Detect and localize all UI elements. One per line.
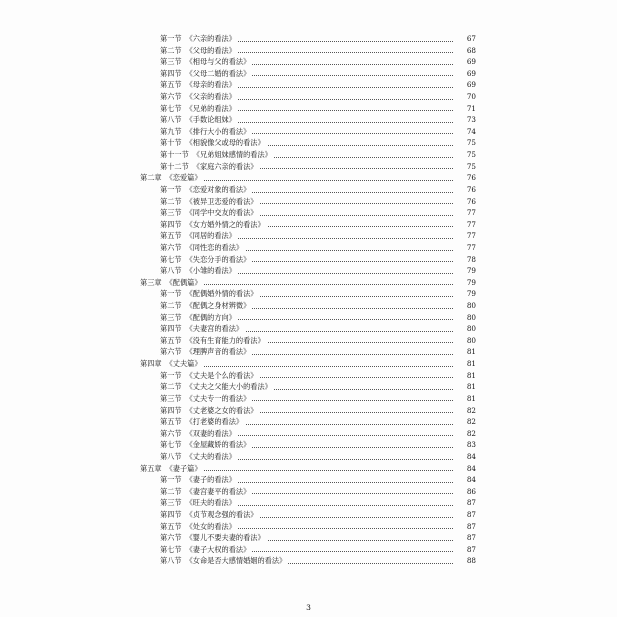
toc-entry-label xyxy=(160,265,238,277)
toc-entry-page: 69 xyxy=(454,79,476,91)
toc-entry-page: 79 xyxy=(454,288,476,300)
toc-entry-label xyxy=(160,474,238,486)
toc-entry-number: 第一节 xyxy=(160,370,182,380)
toc-section-row[interactable] xyxy=(0,335,617,347)
toc-entry-title: 《妻子大权的看法》 xyxy=(185,544,251,554)
toc-entry-label xyxy=(160,497,238,509)
toc-entry-page: 75 xyxy=(454,149,476,161)
toc-section-row[interactable] xyxy=(0,439,617,451)
toc-entry-label xyxy=(160,45,238,57)
toc-entry-title: 《丈夫专一的看法》 xyxy=(185,393,251,403)
toc-entry-label xyxy=(160,381,274,393)
toc-section-row[interactable] xyxy=(0,91,617,103)
toc-entry-number: 第四节 xyxy=(160,68,182,78)
toc-entry-label xyxy=(160,451,238,463)
toc-section-row[interactable] xyxy=(0,474,617,486)
toc-entry-label xyxy=(160,486,252,498)
toc-entry-label xyxy=(160,33,238,45)
toc-entry-label xyxy=(160,555,288,567)
toc-entry-number: 第八节 xyxy=(160,266,182,276)
toc-entry-number: 第五节 xyxy=(160,335,182,345)
toc-entry-title: 《父亲的看法》 xyxy=(185,92,236,102)
toc-section-row[interactable] xyxy=(0,509,617,521)
toc-section-row[interactable] xyxy=(0,207,617,219)
toc-entry-title: 《配偶篇》 xyxy=(165,277,202,287)
toc-entry-number: 第一节 xyxy=(160,289,182,299)
toc-entry-label xyxy=(160,196,259,208)
toc-entry-title: 《金屋藏娇的看法》 xyxy=(185,440,251,450)
toc-entry-title: 《处女的看法》 xyxy=(185,521,236,531)
toc-entry-number: 第六节 xyxy=(160,533,182,543)
toc-section-row[interactable] xyxy=(0,370,617,382)
toc-entry-title: 《夫妻宫的看法》 xyxy=(185,324,244,334)
toc-section-row[interactable] xyxy=(0,451,617,463)
toc-entry-title: 《妻宫妻平的看法》 xyxy=(185,486,251,496)
toc-entry-number: 第六节 xyxy=(160,92,182,102)
toc-entry-title: 《父母的看法》 xyxy=(185,45,236,55)
toc-entry-page: 81 xyxy=(454,381,476,393)
toc-entry-page: 81 xyxy=(454,393,476,405)
toc-entry-label xyxy=(160,219,267,231)
toc-section-row[interactable] xyxy=(0,393,617,405)
toc-section-row[interactable] xyxy=(0,137,617,149)
toc-entry-label xyxy=(160,56,252,68)
toc-entry-title: 《手数论组妹》 xyxy=(185,115,236,125)
table-of-contents xyxy=(0,33,617,567)
toc-entry-page: 80 xyxy=(454,323,476,335)
page-number: 3 xyxy=(306,603,311,612)
toc-section-row[interactable] xyxy=(0,114,617,126)
toc-section-row[interactable] xyxy=(0,161,617,173)
toc-section-row[interactable] xyxy=(0,312,617,324)
toc-section-row[interactable] xyxy=(0,79,617,91)
toc-entry-number: 第一节 xyxy=(160,34,182,43)
toc-entry-number: 第二节 xyxy=(160,196,182,206)
toc-entry-number: 第七节 xyxy=(160,254,182,264)
toc-entry-title: 《同居的看法》 xyxy=(185,231,236,241)
toc-entry-label xyxy=(160,149,274,161)
toc-entry-title: 《配偶之身材辨微》 xyxy=(185,301,251,311)
toc-entry-number: 第二节 xyxy=(160,382,182,392)
toc-entry-title: 《母亲的看法》 xyxy=(185,80,236,90)
toc-entry-number: 第六节 xyxy=(160,347,182,357)
toc-entry-title: 《同学中交友的看法》 xyxy=(185,208,258,218)
toc-section-row[interactable] xyxy=(0,323,617,335)
toc-entry-title: 《打老婆的看法》 xyxy=(185,417,244,427)
toc-entry-label xyxy=(160,68,252,80)
toc-entry-number: 第十节 xyxy=(160,138,182,148)
toc-section-row[interactable] xyxy=(0,381,617,393)
toc-entry-page: 76 xyxy=(454,196,476,208)
toc-entry-number: 第六节 xyxy=(160,428,182,438)
toc-entry-label xyxy=(160,393,252,405)
toc-entry-page: 69 xyxy=(454,56,476,68)
toc-entry-label xyxy=(160,532,267,544)
toc-entry-page: 77 xyxy=(454,207,476,219)
toc-section-row[interactable] xyxy=(0,346,617,358)
toc-entry-number: 第十二节 xyxy=(160,161,189,171)
toc-section-row[interactable] xyxy=(0,265,617,277)
toc-entry-label xyxy=(160,79,238,91)
toc-section-row[interactable] xyxy=(0,532,617,544)
toc-entry-title: 《兄弟姐妹感情的看法》 xyxy=(192,150,272,160)
toc-section-row[interactable] xyxy=(0,126,617,138)
toc-entry-page: 82 xyxy=(454,405,476,417)
toc-entry-page: 70 xyxy=(454,91,476,103)
toc-chapter-row[interactable] xyxy=(0,358,617,370)
toc-entry-title: 《家庭六亲的看法》 xyxy=(192,161,258,171)
toc-entry-title: 《妻子的看法》 xyxy=(185,475,236,485)
toc-chapter-row[interactable] xyxy=(0,277,617,289)
toc-entry-label xyxy=(140,358,204,370)
toc-section-row[interactable] xyxy=(0,254,617,266)
toc-chapter-row[interactable] xyxy=(0,463,617,475)
toc-entry-page: 87 xyxy=(454,497,476,509)
toc-entry-number: 第七节 xyxy=(160,440,182,450)
toc-entry-title: 《女方婚外情之的看法》 xyxy=(185,219,265,229)
toc-entry-title: 《恋爱篇》 xyxy=(165,173,202,183)
toc-entry-page: 74 xyxy=(454,126,476,138)
toc-section-row[interactable] xyxy=(0,230,617,242)
toc-entry-label xyxy=(160,230,238,242)
toc-entry-page: 87 xyxy=(454,532,476,544)
toc-entry-number: 第二章 xyxy=(140,173,162,183)
toc-section-row[interactable] xyxy=(0,405,617,417)
toc-section-row[interactable] xyxy=(0,56,617,68)
toc-entry-number: 第五节 xyxy=(160,521,182,531)
toc-entry-page: 77 xyxy=(454,219,476,231)
toc-entry-title: 《六亲的看法》 xyxy=(185,34,236,43)
toc-entry-label xyxy=(160,126,252,138)
toc-section-row[interactable] xyxy=(0,555,617,567)
toc-section-row[interactable] xyxy=(0,288,617,300)
toc-entry-number: 第五节 xyxy=(160,80,182,90)
toc-section-row[interactable] xyxy=(0,33,617,45)
toc-entry-title: 《被异卫恋爱的看法》 xyxy=(185,196,258,206)
toc-entry-number: 第二节 xyxy=(160,301,182,311)
toc-section-row[interactable] xyxy=(0,242,617,254)
toc-entry-number: 第八节 xyxy=(160,556,182,566)
toc-entry-page: 75 xyxy=(454,161,476,173)
toc-entry-page: 84 xyxy=(454,451,476,463)
toc-entry-page: 87 xyxy=(454,544,476,556)
toc-entry-page: 79 xyxy=(454,265,476,277)
toc-section-row[interactable] xyxy=(0,521,617,533)
toc-entry-label xyxy=(160,323,245,335)
toc-entry-number: 第三节 xyxy=(160,393,182,403)
toc-entry-title: 《兄弟的看法》 xyxy=(185,103,236,113)
toc-section-row[interactable] xyxy=(0,196,617,208)
toc-entry-label xyxy=(160,509,259,521)
toc-chapter-row[interactable] xyxy=(0,172,617,184)
toc-entry-title: 《女命是否大感情婚姻的看法》 xyxy=(185,556,287,566)
toc-entry-title: 《相貌像父或母的看法》 xyxy=(185,138,265,148)
toc-entry-label xyxy=(160,346,252,358)
toc-entry-number: 第八节 xyxy=(160,451,182,461)
toc-entry-label xyxy=(160,242,245,254)
toc-entry-page: 76 xyxy=(454,184,476,196)
toc-entry-page: 80 xyxy=(454,300,476,312)
toc-entry-page: 67 xyxy=(454,33,476,45)
toc-entry-title: 《丈夫的看法》 xyxy=(185,451,236,461)
toc-entry-number: 第五章 xyxy=(140,463,162,473)
toc-entry-page: 87 xyxy=(454,521,476,533)
toc-entry-page: 80 xyxy=(454,312,476,324)
toc-entry-number: 第六节 xyxy=(160,242,182,252)
toc-entry-page: 81 xyxy=(454,358,476,370)
toc-entry-title: 《理脾声音的看法》 xyxy=(185,347,251,357)
toc-section-row[interactable] xyxy=(0,497,617,509)
toc-entry-number: 第三节 xyxy=(160,498,182,508)
toc-entry-title: 《小雏的看法》 xyxy=(185,266,236,276)
toc-entry-title: 《同性恋的看法》 xyxy=(185,242,244,252)
toc-entry-page: 77 xyxy=(454,230,476,242)
toc-section-row[interactable] xyxy=(0,45,617,57)
toc-section-row[interactable] xyxy=(0,428,617,440)
toc-entry-page: 86 xyxy=(454,486,476,498)
toc-entry-title: 《丈老婆之女的看法》 xyxy=(185,405,258,415)
toc-section-row[interactable] xyxy=(0,184,617,196)
toc-entry-title: 《父母二婚的看法》 xyxy=(185,68,251,78)
toc-entry-number: 第三章 xyxy=(140,277,162,287)
toc-entry-page: 81 xyxy=(454,346,476,358)
toc-entry-page: 75 xyxy=(454,137,476,149)
toc-entry-number: 第二节 xyxy=(160,486,182,496)
toc-entry-page: 80 xyxy=(454,335,476,347)
toc-entry-number: 第五节 xyxy=(160,417,182,427)
toc-entry-title: 《恋爱对象的看法》 xyxy=(185,184,251,194)
toc-entry-number: 第十一节 xyxy=(160,150,189,160)
toc-entry-title: 《贞节观念强的看法》 xyxy=(185,509,258,519)
toc-entry-page: 82 xyxy=(454,416,476,428)
toc-entry-page: 84 xyxy=(454,463,476,475)
toc-entry-page: 76 xyxy=(454,172,476,184)
toc-entry-label xyxy=(140,463,204,475)
toc-entry-number: 第五节 xyxy=(160,231,182,241)
toc-entry-label xyxy=(160,254,252,266)
toc-entry-number: 第八节 xyxy=(160,115,182,125)
toc-entry-page: 77 xyxy=(454,242,476,254)
toc-entry-title: 《妻子篇》 xyxy=(165,463,202,473)
toc-entry-number: 第一节 xyxy=(160,184,182,194)
toc-entry-page: 78 xyxy=(454,254,476,266)
toc-entry-label xyxy=(160,416,245,428)
toc-entry-label xyxy=(160,405,259,417)
toc-entry-label xyxy=(160,521,238,533)
toc-entry-number: 第二节 xyxy=(160,45,182,55)
toc-entry-number: 第四章 xyxy=(140,359,162,369)
toc-entry-number: 第四节 xyxy=(160,509,182,519)
toc-entry-title: 《配偶婚外情的看法》 xyxy=(185,289,258,299)
toc-entry-label xyxy=(160,91,238,103)
toc-entry-page: 73 xyxy=(454,114,476,126)
toc-entry-number: 第四节 xyxy=(160,324,182,334)
toc-entry-number: 第三节 xyxy=(160,57,182,67)
toc-entry-number: 第九节 xyxy=(160,126,182,136)
toc-entry-label xyxy=(160,428,238,440)
toc-entry-page: 69 xyxy=(454,68,476,80)
toc-entry-label xyxy=(140,277,204,289)
toc-section-row[interactable] xyxy=(0,219,617,231)
toc-section-row[interactable] xyxy=(0,544,617,556)
toc-entry-number: 第三节 xyxy=(160,312,182,322)
toc-entry-page: 84 xyxy=(454,474,476,486)
toc-entry-title: 《丈夫之父能大小的看法》 xyxy=(185,382,272,392)
toc-entry-number: 第七节 xyxy=(160,544,182,554)
toc-section-row[interactable] xyxy=(0,300,617,312)
toc-entry-label xyxy=(160,288,259,300)
toc-entry-label xyxy=(160,184,252,196)
toc-entry-page: 83 xyxy=(454,439,476,451)
toc-entry-label xyxy=(160,161,259,173)
toc-entry-label xyxy=(160,137,267,149)
toc-entry-label xyxy=(160,335,267,347)
toc-entry-title: 《丈夫篇》 xyxy=(165,359,202,369)
toc-entry-title: 《失恋分手的看法》 xyxy=(185,254,251,264)
toc-entry-label xyxy=(160,544,252,556)
toc-entry-title: 《婴儿不要夫妻的看法》 xyxy=(185,533,265,543)
toc-section-row[interactable] xyxy=(0,68,617,80)
toc-section-row[interactable] xyxy=(0,149,617,161)
toc-entry-page: 88 xyxy=(454,555,476,567)
toc-entry-page: 68 xyxy=(454,45,476,57)
toc-entry-label xyxy=(140,172,204,184)
toc-entry-title: 《丈夫是个么的看法》 xyxy=(185,370,258,380)
toc-entry-page: 87 xyxy=(454,509,476,521)
toc-entry-label xyxy=(160,207,259,219)
toc-entry-label xyxy=(160,312,238,324)
toc-section-row[interactable] xyxy=(0,416,617,428)
toc-entry-page: 82 xyxy=(454,428,476,440)
toc-entry-label xyxy=(160,370,259,382)
toc-entry-label xyxy=(160,439,252,451)
toc-entry-page: 81 xyxy=(454,370,476,382)
toc-entry-label xyxy=(160,300,252,312)
toc-section-row[interactable] xyxy=(0,103,617,115)
toc-entry-title: 《配偶的方向》 xyxy=(185,312,236,322)
toc-entry-number: 第三节 xyxy=(160,208,182,218)
toc-entry-number: 第一节 xyxy=(160,475,182,485)
toc-entry-number: 第四节 xyxy=(160,405,182,415)
toc-entry-page: 71 xyxy=(454,103,476,115)
toc-entry-page: 79 xyxy=(454,277,476,289)
toc-entry-title: 《旺夫的看法》 xyxy=(185,498,236,508)
toc-entry-title: 《双妻的看法》 xyxy=(185,428,236,438)
toc-entry-title: 《相母与父的看法》 xyxy=(185,57,251,67)
toc-entry-number: 第四节 xyxy=(160,219,182,229)
toc-entry-label xyxy=(160,103,238,115)
toc-section-row[interactable] xyxy=(0,486,617,498)
toc-entry-label xyxy=(160,114,238,126)
toc-entry-title: 《没有生育能力的看法》 xyxy=(185,335,265,345)
toc-entry-title: 《排行大小的看法》 xyxy=(185,126,251,136)
toc-entry-number: 第七节 xyxy=(160,103,182,113)
